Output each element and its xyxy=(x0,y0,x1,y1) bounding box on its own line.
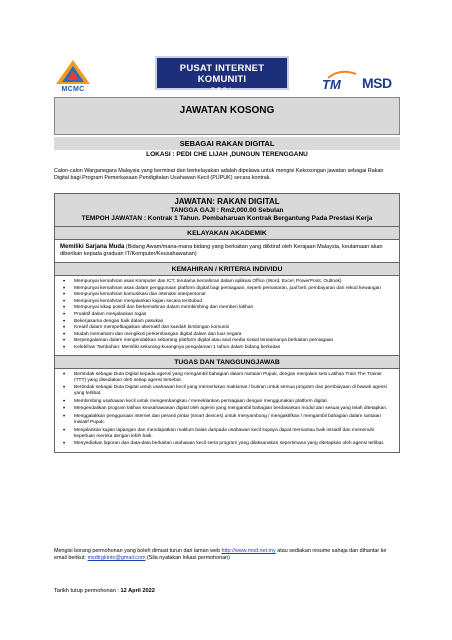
title-banner xyxy=(54,97,400,135)
website-link[interactable]: http://www.msd.net.my xyxy=(221,548,276,554)
list-item: • Mempunyai kemahiran komunikasi dan interaksi interpersonal xyxy=(60,292,394,298)
tm-logo-text: TM xyxy=(322,77,341,92)
list-item: • Mengendalikan program latihan keusahawanan digital oleh agensi yang mengambil bahagian berdasarkan modul dan sesuai yang telah ditetapkan. xyxy=(60,406,394,412)
list-item: • Mempunyai sikap positif dan berkemahiran dalam membimbing dan memberi latihan xyxy=(60,305,394,311)
list-item: • Menggalakkan penggunaan internet dan peranti pintar (smart devices) untuk menyambung / mengaktifkan / mengambil bahagian dalam rantaian inisiatif Pupuk. xyxy=(60,414,394,426)
kelayakan-body xyxy=(55,240,399,263)
deadline-line xyxy=(54,588,155,594)
list-item: • Kelebihan Tambahan: Memiliki sekurang-kurangnya pengalaman 1 tahun dalam bidang berkaitan xyxy=(60,345,394,351)
job-header xyxy=(55,194,399,227)
list-item: • Bertindak sebagai Duta Digital untuk usahawan kecil yang memerlukan maklumat / butiran untuk semua program dan pembiayaan di bawah agensi yang terlibat. xyxy=(60,385,394,397)
mcmc-logo-text: MCMC xyxy=(61,86,85,93)
list-item: • Mempunyai kemahiran asas Komputer dan ICT, terutama kemahiran dalam aplikasi Office (Word, Excel, PowerPoint, Outlook) xyxy=(60,279,394,285)
job-title: JAWATAN: RAKAN DIGITAL xyxy=(174,197,280,206)
job-salary: TANGGA GAJI : Rm2,000.00 Sebulan xyxy=(170,207,284,214)
tugas-heading: TUGAS DAN TANGGUNGJAWAB xyxy=(55,356,399,369)
application-instructions xyxy=(54,548,400,562)
deadline-label: Tarikh tutup permohonan : xyxy=(54,588,121,594)
kemahiran-heading: KEMAHIRAN / KRITERIA INDIVIDU xyxy=(55,263,399,276)
job-tempoh: TEMPOH JAWATAN : Kontrak 1 Tahun. Pembaharuan Kontrak Bergantung Pada Prestasi Kerja xyxy=(81,215,373,222)
list-item: • Mempunyai kemahiran menjalankan kajian secara terstubud xyxy=(60,299,394,305)
tugas-list xyxy=(55,369,399,452)
pusat-internet-komuniti-logo xyxy=(155,56,289,94)
logo-bar xyxy=(0,0,452,100)
apply-text-1: Mengisi borang permohonan yang boleh dimuat turun dari laman web xyxy=(54,548,222,554)
apply-text-2: atau sediakan resume sahaja dan dihantar ke email berikut: xyxy=(54,548,387,561)
deadline-value: 12 April 2022 xyxy=(120,588,155,594)
page-title: JAWATAN KOSONG xyxy=(179,105,275,116)
kelayakan-rest: (Bidang Awam/mana-mana bidang yang berkaitan yang diiktiraf oleh Kerajaan Malaysia, keutamaan akan diberikan kepada graduan IT/Komputer/Keusahawanan) xyxy=(60,244,383,257)
list-item: • Menjalankan kajian lapangan dan mendapatkan maklum balas daripada usahawan kecil supaya dapat memantau baik inisiatif dan memenuhi keperluan mereka dengan lebih baik. xyxy=(60,428,394,440)
kemahiran-list xyxy=(55,276,399,356)
mcmc-logo xyxy=(52,58,94,96)
pik-logo-line2: PEDi xyxy=(210,88,233,94)
location-line: LOKASI : PEDI CHE LIJAH ,DUNGUN TERENGGANU xyxy=(146,151,308,158)
page-subtitle: SEBAGAI RAKAN DIGITAL xyxy=(54,137,400,150)
intro-paragraph: Calon-calon Warganegara Malaysia yang berminat dan berkelayakan adalah dipelawa untuk mengisi Kekosongan jawatan sebagai Rakan Digital bagi Program Pemerkasaan Pendigitalan Usahawan Kecil (PUPUK) secara kontrak. xyxy=(54,168,384,181)
list-item: • Mudah memahami dan mengikuti perkembangan digital dalam dan luar negara xyxy=(60,332,394,338)
list-item: • Menyediakan laporan dan data-data berkaitan usahawan kecil serta program yang dilaksanakan sepertimana yang ditetapkan oleh agensi terlibat. xyxy=(60,441,394,447)
list-item: • Membimbing usahawan kecil untuk mengembangkan / meneklankan perniagaan dengan menggunakan platform digital. xyxy=(60,399,394,405)
list-item: • Bertindak sebagai Duta Digital kepada agensi yang mengambil bahagian dalam rantaian Pupuk, dengan menjalani sesi Latihan Train The Trainer (TTT) yang disediakan oleh setiap agensi tersebut. xyxy=(60,372,394,384)
kelayakan-lead: Memiliki Sarjana Muda xyxy=(60,244,125,250)
list-item: • Bekerjasama dengan baik dalam pasukan xyxy=(60,319,394,325)
list-item: • Kreatif dalam mempelbagaikan alternatif dan kaedah bimbingan komuniti xyxy=(60,325,394,331)
job-details-box xyxy=(54,193,400,453)
kelayakan-heading: KELAYAKAN AKADEMIK xyxy=(55,227,399,240)
pik-logo-line1: PUSAT INTERNET KOMUNITI xyxy=(179,63,265,85)
email-link[interactable]: msdtrgkintn@gmail.com xyxy=(87,555,146,561)
msd-logo: MSD xyxy=(362,75,392,91)
list-item: • Berpengalaman dalam mengendalikan sebarang platform digital atau asal media sosial terutamanya berkaitan perniagaan xyxy=(60,338,394,344)
list-item: • Proaktif dalam menjalankan tugas xyxy=(60,312,394,318)
list-item: • Mempunyai kemahiran asas dalam penggunaan platform digital bagi pemiagaan, seperti pemasaran, jual beli, pembayaran dan rekod kewangan xyxy=(60,286,394,292)
apply-text-3: (Sila nyatakan lokasi permohonan) xyxy=(145,555,230,561)
tm-logo xyxy=(322,70,358,92)
